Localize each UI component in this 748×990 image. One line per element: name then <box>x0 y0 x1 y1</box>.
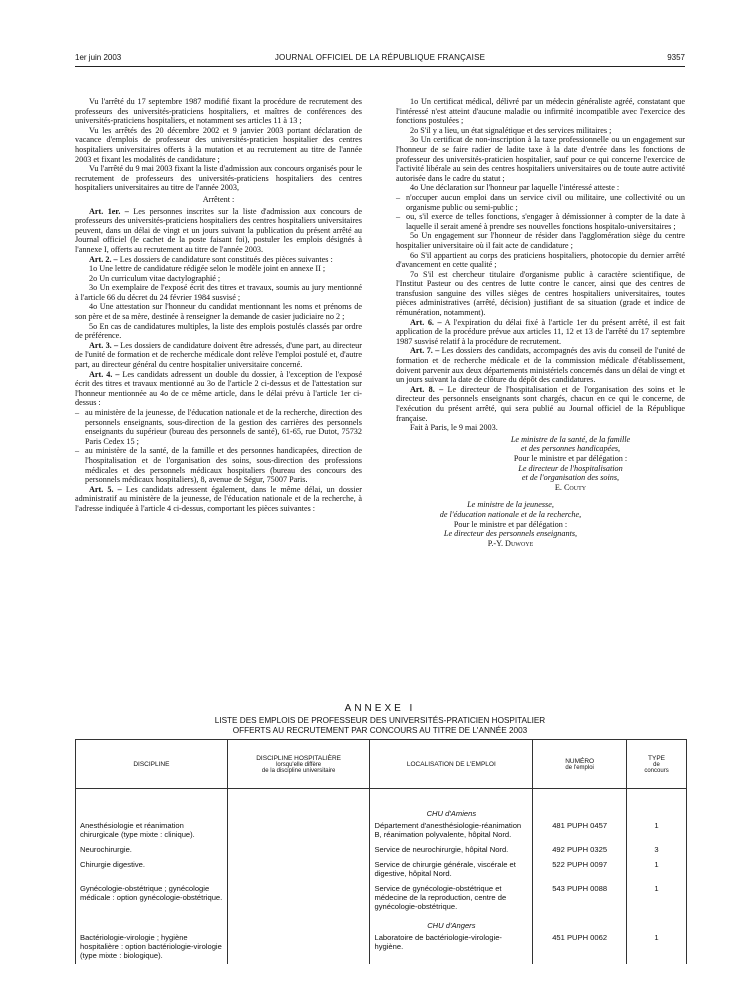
header-page-number: 9357 <box>667 53 685 62</box>
column-header-type: TYPE de concours <box>627 740 687 789</box>
article-label: Art. 7. – <box>410 346 440 356</box>
table-row <box>76 858 687 882</box>
signatory-name: P.-Y. Duwoye <box>487 538 534 548</box>
article-6 <box>396 318 685 347</box>
article-label: Art. 6. – <box>410 317 442 327</box>
article-text: Les candidats adressent un double du dossier, à l'exception de l'exposé écrit des titres et travaux mentionné au 3o de l'article 2 ci-dessus et de l'attestation sur l'honneur mentionnée au 4o de ce même article, dans le délai prévu à l'article 1er ci-dessus : <box>75 369 363 408</box>
article-label: Art. 1er. – <box>89 206 129 216</box>
article-1 <box>75 207 362 255</box>
bullet-item: – ou, s'il exerce de telles fonctions, s'engager à démissionner à compter de la date à laquelle il serait amené à prendre ses nouvelles fonctions hospitalo-universitaires ; <box>396 212 685 231</box>
cell-numero: 451 PUPH 0062 <box>533 931 627 964</box>
article-7 <box>396 346 685 384</box>
article-label: Art. 3. – <box>89 340 119 350</box>
signature-line: Le ministre de la santé, de la famille <box>510 434 631 444</box>
cell-numero: 522 PUPH 0097 <box>533 858 627 882</box>
article-text: Les candidats adressent également, dans le même délai, un dossier administratif au ministère de la jeunesse, de l'éducation nationale et de la recherche, à l'adresse indiquée à l'article 4 ci-dessus, comportant les pièces suivantes : <box>75 484 363 513</box>
cell-localisation: Service de chirurgie générale, viscérale et digestive, hôpital Nord. <box>370 858 533 882</box>
signature-line: Pour le ministre et par délégation : <box>453 519 568 529</box>
article-text: Le directeur de l'hospitalisation et de l'organisation des soins et le directeur des personnels enseignants sont chargés, chacun en ce qui le concerne, de l'exécution du présent arrêté, qui sera publié au Journal officiel de la République française. <box>396 384 685 423</box>
article-label: Art. 4. – <box>89 369 120 379</box>
table-cell <box>533 915 627 931</box>
signatory-name: E. Couty <box>554 482 587 492</box>
table-cell <box>533 789 627 820</box>
annexe-subtitle: OFFERTS AU RECRUTEMENT PAR CONCOURS AU TITRE DE L'ANNÉE 2003 <box>232 726 528 735</box>
fait-a-paris: Fait à Paris, le 9 mai 2003. <box>410 423 498 433</box>
article-2 <box>75 255 362 265</box>
chu-group-row <box>76 915 687 931</box>
article-text: A l'expiration du délai fixé à l'article 1er du présent arrêté, il est fait application de la procédure prévue aux articles 11, 12 et 13 de l'arrêté du 17 septembre 1987 susvisé relatif à la procédure de recrutement. <box>396 317 685 346</box>
table-header-row <box>76 740 687 789</box>
vu-paragraph: Vu les arrêtés des 20 décembre 2002 et 9 janvier 2003 portant déclaration de vacance d'emplois de professeur des universités-praticien hospitalier des centres hospitaliers universitaires offerts à la mutation et au recrutement au titre de l'année 2003 et fixant les modalités de candidature ; <box>75 125 362 164</box>
article-label: Art. 5. – <box>89 484 122 494</box>
table-cell <box>76 915 228 931</box>
cell-discipline: Chirurgie digestive. <box>76 858 228 882</box>
vu-paragraph: Vu l'arrêté du 17 septembre 1987 modifié fixant la procédure de recrutement des professeurs des universités-praticiens hospitaliers, et maîtres de conférences des universités-praticiens hospitaliers, et notamment ses articles 11 à 13 ; <box>75 97 362 126</box>
annexe-table <box>75 739 687 964</box>
signature-line: et de l'organisation des soins, <box>521 473 620 483</box>
list-item: 6o S'il appartient au corps des praticiens hospitaliers, photocopie du dernier arrêté d'avancement en cette qualité ; <box>396 250 685 270</box>
table-cell <box>627 915 687 931</box>
article-text: Les dossiers des candidats, accompagnés des avis du conseil de l'unité de formation et de recherche médicale et de la commission médicale d'établissement, doivent parvenir aux deux départements ministériels concernés dans un délai de vingt et un jours suivant la date de clôture du dépôt des candidatures. <box>396 346 685 385</box>
article-4 <box>75 370 362 408</box>
list-item: 3o Un exemplaire de l'exposé écrit des titres et travaux, soumis au jury mentionné à l'article 66 du décret du 24 février 1984 susvisé ; <box>75 283 362 302</box>
page-header <box>75 53 685 67</box>
column-header-discipline: DISCIPLINE <box>76 740 228 789</box>
signature-line: Le ministre de la jeunesse, <box>467 500 554 510</box>
cell-discipline: Gynécologie-obstétrique ; gynécologie médicale : option gynécologie-obstétrique. <box>76 882 228 915</box>
signature-block-education <box>396 500 685 548</box>
article-label: Art. 8. – <box>410 384 444 394</box>
cell-numero: 492 PUPH 0325 <box>533 843 627 858</box>
column-header-numero: NUMÉRO de l'emploi <box>533 740 627 789</box>
signature-line: Le directeur des personnels enseignants, <box>443 529 578 539</box>
article-5 <box>75 485 362 514</box>
article-8 <box>396 385 685 423</box>
right-column <box>396 97 685 548</box>
list-item: 7o S'il est chercheur titulaire d'organisme public à caractère scientifique, de l'Institut Pasteur ou des centres de lutte contre le cancer, ainsi que des centres de transfusion sanguine des villes sièges de centres hospitaliers universitaires, toutes pièces administratives (arrêté, décision) justifiant de sa situation (grade et indice de rémunération, notamment). <box>396 269 685 318</box>
list-item: 1o Un certificat médical, délivré par un médecin généraliste agréé, constatant que l'intéressé n'est atteint d'aucune maladie ou infirmité incompatible avec l'exercice des fonctions postulées ; <box>396 97 685 126</box>
article-text: Les dossiers de candidature sont constitués des pièces suivantes : <box>119 254 333 264</box>
chu-name: CHU d'Angers <box>370 915 533 931</box>
bullet-item: – n'occuper aucun emploi dans un service civil ou militaire, une collectivité ou un organisme public ou semi-public ; <box>396 193 685 212</box>
cell-discipline: Bactériologie-virologie ; hygiène hospitalière : option bactériologie-virologie (type mixte : biologique). <box>76 931 228 964</box>
signature-line: Le directeur de l'hospitalisation <box>518 463 623 473</box>
article-text: Les personnes inscrites sur la liste d'admission aux concours de professeurs des universités-praticiens hospitaliers des centres hospitaliers universitaires peuvent, dans un délai de vingt et un jours suivant la publication du présent arrêté au Journal officiel (le cachet de la poste faisant foi), postuler les emplois désignés à l'annexe I, offerts au recrutement au titre de l'année 2003. <box>75 206 362 254</box>
table-cell <box>76 789 228 820</box>
left-column <box>75 97 362 514</box>
column-header-discipline-hospitaliere: DISCIPLINE HOSPITALIÈRE lorsqu'elle diffère de la discipline universitaire <box>227 740 370 789</box>
cell-discipline-hospitaliere <box>227 858 370 882</box>
header-rule <box>75 66 685 67</box>
table-row <box>76 843 687 858</box>
cell-discipline-hospitaliere <box>227 931 370 964</box>
annexe-heading <box>75 703 685 736</box>
annexe-subtitle: LISTE DES EMPLOIS DE PROFESSEUR DES UNIVERSITÉS-PRATICIEN HOSPITALIER <box>214 716 546 725</box>
cell-localisation: Laboratoire de bactériologie-virologie-hygiène. <box>370 931 533 964</box>
table-cell <box>627 789 687 820</box>
bullet-item: – au ministère de la santé, de la famille et des personnes handicapées, direction de l'hospitalisation et de l'organisation des soins, sous-direction des professions médicales et des personnels médicaux hospitaliers (bureau des concours des personnels médicaux hospitaliers), 8, avenue de Ségur, 75007 Paris. <box>75 446 362 484</box>
cell-numero: 481 PUPH 0457 <box>533 819 627 843</box>
article-text: Les dossiers de candidature doivent être adressés, d'une part, au directeur de l'unité de formation et de recherche médicale dont relève l'emploi postulé et, d'autre part, au directeur général du centre hospitalier universitaire concerné. <box>75 340 362 370</box>
cell-localisation: Département d'anesthésiologie-réanimation B, réanimation polyvalente, hôpital Nord. <box>370 819 533 843</box>
list-item: 1o Une lettre de candidature rédigée selon le modèle joint en annexe II ; <box>89 264 326 274</box>
list-item: 4o Une attestation sur l'honneur du candidat mentionnant les noms et prénoms de son père et de sa mère, destinée à renseigner la demande de casier judiciaire no 2 ; <box>75 302 362 322</box>
table-cell <box>227 789 370 820</box>
table-row <box>76 882 687 915</box>
chu-name: CHU d'Amiens <box>370 789 533 820</box>
cell-discipline: Neurochirurgie. <box>76 843 228 858</box>
signature-line: Pour le ministre et par délégation : <box>513 453 628 463</box>
signature-block-sante <box>396 435 685 493</box>
list-item: 3o Un certificat de non-inscription à la taxe professionnelle ou un engagement sur l'honneur de se faire radier de ladite taxe à la date d'entrée dans les fonctions de professeur des universités-praticien hospitalier, sauf pour ce qui concerne l'exercice de l'activité libérale au sein des centres hospitaliers universitaires ou de toute autre activité autorisée dans le cadre du statut ; <box>396 135 685 183</box>
chu-group-row <box>76 789 687 820</box>
cell-discipline-hospitaliere <box>227 843 370 858</box>
table-cell <box>227 915 370 931</box>
signature-line: de l'éducation nationale et de la recherche, <box>439 509 582 519</box>
annexe-title: ANNEXE I <box>344 703 416 714</box>
header-date: 1er juin 2003 <box>75 53 122 62</box>
signature-line: et des personnes handicapées, <box>520 444 621 454</box>
cell-discipline-hospitaliere <box>227 819 370 843</box>
vu-paragraph: Vu l'arrêté du 9 mai 2003 fixant la liste d'admission aux concours organisés pour le recrutement de professeurs des universités-praticiens hospitaliers des centres hospitaliers universitaires au titre de l'année 2003, <box>75 164 362 193</box>
cell-localisation: Service de gynécologie-obstétrique et médecine de la reproduction, centre de gynécologie-obstétrique. <box>370 882 533 915</box>
list-item: 4o Une déclaration sur l'honneur par laquelle l'intéressé atteste : <box>410 183 620 193</box>
table-body <box>76 789 687 965</box>
cell-discipline-hospitaliere <box>227 882 370 915</box>
table-row <box>76 931 687 964</box>
cell-type: 1 <box>627 858 687 882</box>
cell-localisation: Service de neurochirurgie, hôpital Nord. <box>370 843 533 858</box>
cell-numero: 543 PUPH 0088 <box>533 882 627 915</box>
bullet-item: – au ministère de la jeunesse, de l'éducation nationale et de la recherche, direction des personnels enseignants, sous-direction de la gestion des carrières des personnels enseignants du supérieur (bureau des personnels de santé), 61-65, rue Dutot, 75732 Paris Cedex 15 ; <box>75 408 362 446</box>
table-row <box>76 819 687 843</box>
cell-type: 1 <box>627 882 687 915</box>
cell-discipline: Anesthésiologie et réanimation chirurgicale (type mixte : clinique). <box>76 819 228 843</box>
header-title: JOURNAL OFFICIEL DE LA RÉPUBLIQUE FRANÇAISE <box>274 53 486 62</box>
article-label: Art. 2. – <box>89 254 118 264</box>
list-item: 5o En cas de candidatures multiples, la liste des emplois postulés classés par ordre de préférence. <box>75 321 362 341</box>
cell-type: 1 <box>627 931 687 964</box>
article-3 <box>75 341 362 370</box>
list-item: 2o Un curriculum vitae dactylographié ; <box>89 273 221 283</box>
list-item: 2o S'il y a lieu, un état signalétique et des services militaires ; <box>410 125 612 135</box>
cell-type: 3 <box>627 843 687 858</box>
arretent-heading: Arrêtent : <box>202 194 235 204</box>
list-item: 5o Un engagement sur l'honneur de résider dans l'agglomération siège du centre hospitalier universitaire où il fait acte de candidature ; <box>396 231 685 250</box>
column-header-localisation: LOCALISATION DE L'EMPLOI <box>370 740 533 789</box>
cell-type: 1 <box>627 819 687 843</box>
